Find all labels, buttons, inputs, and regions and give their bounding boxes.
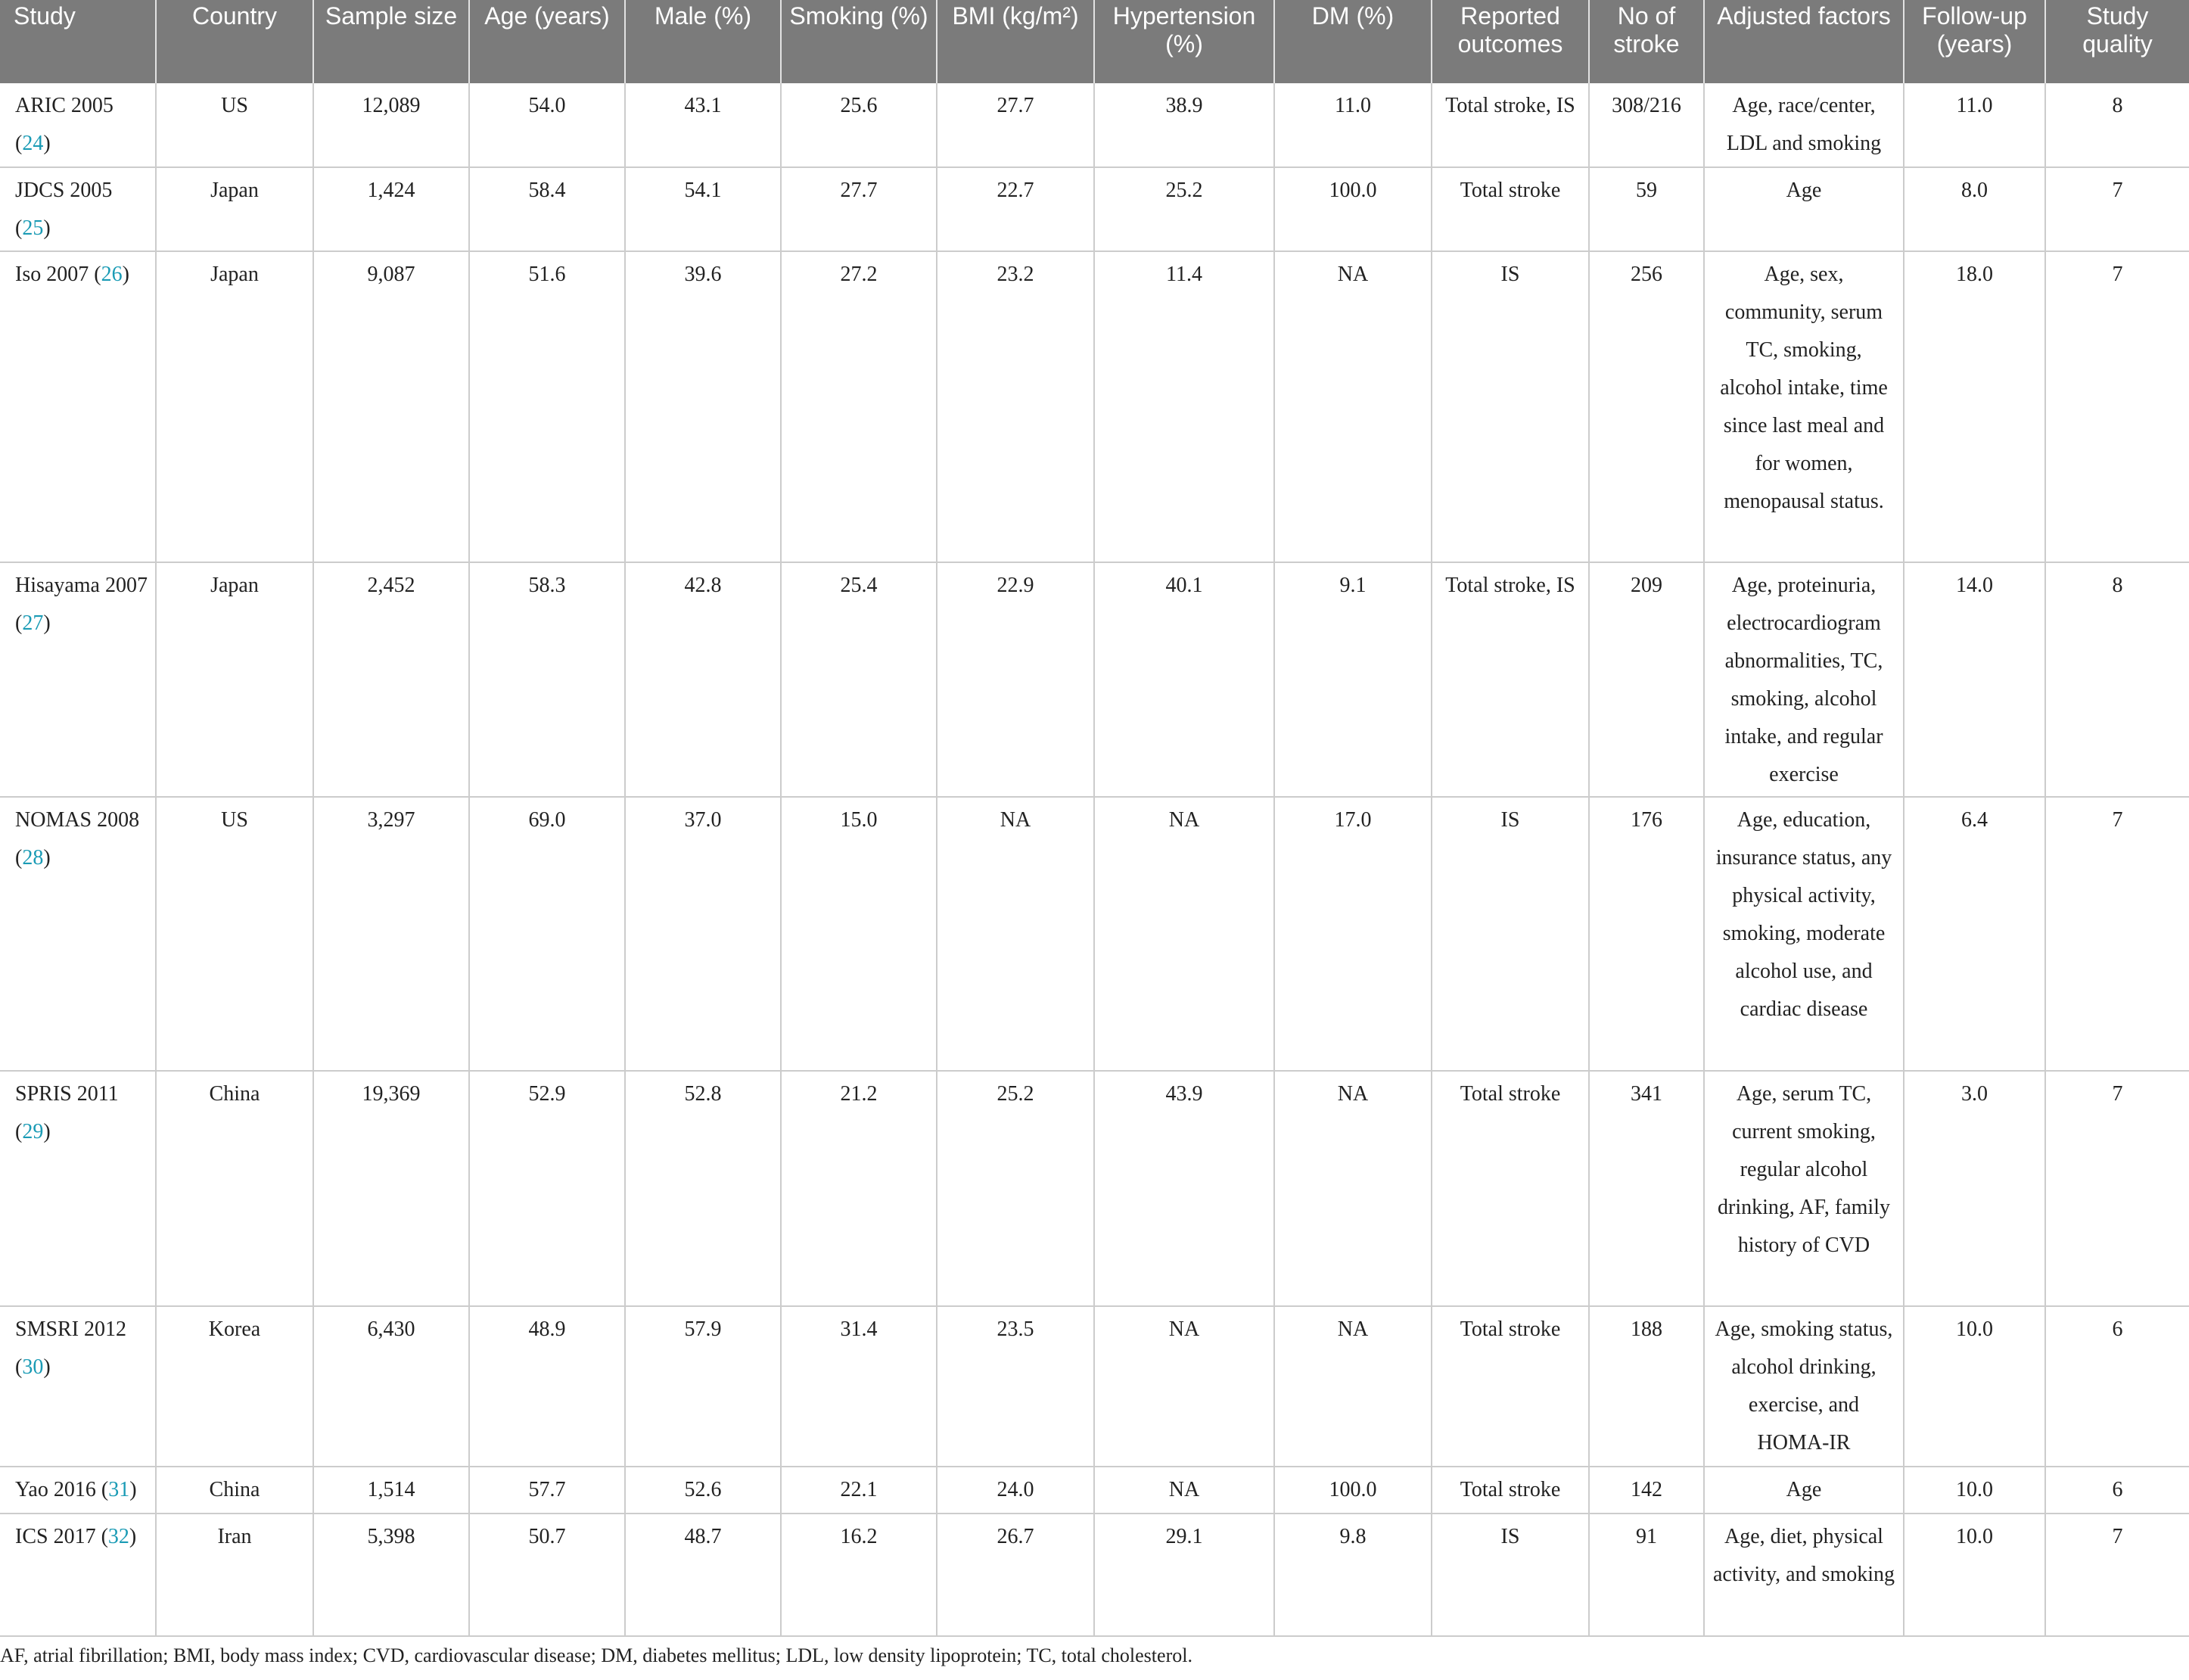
cell-follow-up: 18.0	[1904, 251, 2045, 562]
cell-dm: NA	[1274, 1306, 1432, 1467]
cell-adjusted-factors: Age, education, insurance status, any physical activity, smoking, moderate alcohol use, and cardiac disease	[1704, 797, 1904, 1071]
cell-adjusted-factors: Age, diet, physical activity, and smoking	[1704, 1514, 1904, 1636]
cell-bmi: 24.0	[937, 1467, 1094, 1514]
cell-adjusted-factors: Age, serum TC, current smoking, regular alcohol drinking, AF, family history of CVD	[1704, 1071, 1904, 1306]
cell-country: US	[156, 797, 313, 1071]
cell-bmi: 23.2	[937, 251, 1094, 562]
header-row	[0, 0, 2189, 83]
cell-country: Korea	[156, 1306, 313, 1467]
cell-study: ARIC 2005 (24)	[0, 83, 156, 167]
table-row	[0, 797, 2189, 1071]
cell-no-of-stroke: 91	[1589, 1514, 1704, 1636]
cell-study-quality: 8	[2045, 83, 2189, 167]
cell-sample-size: 1,514	[313, 1467, 469, 1514]
cell-country: China	[156, 1467, 313, 1514]
header-country: Country	[156, 0, 313, 83]
reference-link[interactable]: 28	[22, 846, 44, 870]
cell-dm: 11.0	[1274, 83, 1432, 167]
header-reported-outcomes: Reported outcomes	[1432, 0, 1589, 83]
cell-sample-size: 5,398	[313, 1514, 469, 1636]
cell-study-quality: 7	[2045, 1514, 2189, 1636]
header-hypertension: Hypertension (%)	[1094, 0, 1274, 83]
cell-bmi: 22.9	[937, 562, 1094, 797]
cell-smoking: 27.7	[781, 167, 937, 251]
cell-sample-size: 12,089	[313, 83, 469, 167]
cell-study-quality: 7	[2045, 251, 2189, 562]
cell-sample-size: 2,452	[313, 562, 469, 797]
study-name: ICS 2017	[15, 1525, 96, 1548]
table-row	[0, 167, 2189, 251]
cell-age: 58.4	[469, 167, 625, 251]
study-name: JDCS 2005	[15, 179, 113, 202]
cell-study-quality: 8	[2045, 562, 2189, 797]
cell-age: 57.7	[469, 1467, 625, 1514]
cell-age: 52.9	[469, 1071, 625, 1306]
cell-country: China	[156, 1071, 313, 1306]
cell-follow-up: 14.0	[1904, 562, 2045, 797]
cell-smoking: 22.1	[781, 1467, 937, 1514]
cell-age: 51.6	[469, 251, 625, 562]
cell-reported-outcomes: Total stroke, IS	[1432, 83, 1589, 167]
cell-hypertension: 40.1	[1094, 562, 1274, 797]
cell-dm: NA	[1274, 251, 1432, 562]
cell-study-quality: 7	[2045, 797, 2189, 1071]
header-no-of-stroke: No of stroke	[1589, 0, 1704, 83]
header-sample-size: Sample size	[313, 0, 469, 83]
cell-adjusted-factors: Age	[1704, 1467, 1904, 1514]
table-row	[0, 1514, 2189, 1636]
cell-no-of-stroke: 341	[1589, 1071, 1704, 1306]
cell-reported-outcomes: Total stroke, IS	[1432, 562, 1589, 797]
cell-study: Iso 2007 (26)	[0, 251, 156, 562]
cell-no-of-stroke: 256	[1589, 251, 1704, 562]
header-adjusted-factors: Adjusted factors	[1704, 0, 1904, 83]
cell-study: NOMAS 2008 (28)	[0, 797, 156, 1071]
cell-study: JDCS 2005 (25)	[0, 167, 156, 251]
cell-country: US	[156, 83, 313, 167]
cell-study-quality: 6	[2045, 1306, 2189, 1467]
cell-age: 58.3	[469, 562, 625, 797]
cell-bmi: 27.7	[937, 83, 1094, 167]
reference-link[interactable]: 24	[22, 132, 44, 155]
cell-dm: 100.0	[1274, 1467, 1432, 1514]
cell-country: Japan	[156, 562, 313, 797]
study-name: SPRIS 2011	[15, 1082, 119, 1106]
cell-male: 57.9	[625, 1306, 781, 1467]
cell-male: 48.7	[625, 1514, 781, 1636]
cell-follow-up: 8.0	[1904, 167, 2045, 251]
cell-sample-size: 9,087	[313, 251, 469, 562]
cell-male: 52.8	[625, 1071, 781, 1306]
cell-no-of-stroke: 176	[1589, 797, 1704, 1071]
cell-dm: 100.0	[1274, 167, 1432, 251]
cell-bmi: 23.5	[937, 1306, 1094, 1467]
cell-smoking: 25.4	[781, 562, 937, 797]
cell-no-of-stroke: 59	[1589, 167, 1704, 251]
cell-smoking: 15.0	[781, 797, 937, 1071]
cell-reported-outcomes: IS	[1432, 797, 1589, 1071]
study-name: Yao 2016	[15, 1478, 96, 1501]
cell-smoking: 31.4	[781, 1306, 937, 1467]
cell-smoking: 16.2	[781, 1514, 937, 1636]
header-smoking: Smoking (%)	[781, 0, 937, 83]
cell-reported-outcomes: Total stroke	[1432, 1467, 1589, 1514]
table-row	[0, 1467, 2189, 1514]
reference-link[interactable]: 25	[22, 216, 44, 240]
table-body	[0, 83, 2189, 1636]
cell-follow-up: 10.0	[1904, 1467, 2045, 1514]
cell-follow-up: 10.0	[1904, 1514, 2045, 1636]
cell-country: Japan	[156, 167, 313, 251]
cell-bmi: 26.7	[937, 1514, 1094, 1636]
reference-link[interactable]: 26	[101, 263, 123, 286]
cell-follow-up: 6.4	[1904, 797, 2045, 1071]
header-study: Study	[0, 0, 156, 83]
cell-study-quality: 6	[2045, 1467, 2189, 1514]
cell-age: 48.9	[469, 1306, 625, 1467]
cell-smoking: 25.6	[781, 83, 937, 167]
cell-hypertension: 11.4	[1094, 251, 1274, 562]
cell-reported-outcomes: Total stroke	[1432, 1306, 1589, 1467]
cell-adjusted-factors: Age, race/center, LDL and smoking	[1704, 83, 1904, 167]
cell-no-of-stroke: 142	[1589, 1467, 1704, 1514]
cell-reported-outcomes: Total stroke	[1432, 167, 1589, 251]
cell-no-of-stroke: 308/216	[1589, 83, 1704, 167]
table-footnote: AF, atrial fibrillation; BMI, body mass index; CVD, cardiovascular disease; DM, diabetes mellitus; LDL, low density lipoprotein; TC, total cholesterol.	[0, 1644, 1192, 1666]
reference-link[interactable]: 29	[22, 1120, 44, 1143]
cell-study-quality: 7	[2045, 167, 2189, 251]
reference-link[interactable]: 32	[107, 1525, 129, 1548]
cell-no-of-stroke: 188	[1589, 1306, 1704, 1467]
cell-adjusted-factors: Age, smoking status, alcohol drinking, exercise, and HOMA-IR	[1704, 1306, 1904, 1467]
cell-sample-size: 19,369	[313, 1071, 469, 1306]
cell-male: 37.0	[625, 797, 781, 1071]
cell-adjusted-factors: Age, sex, community, serum TC, smoking, alcohol intake, time since last meal and for women, menopausal status.	[1704, 251, 1904, 562]
cell-bmi: 25.2	[937, 1071, 1094, 1306]
cell-follow-up: 10.0	[1904, 1306, 2045, 1467]
cell-sample-size: 3,297	[313, 797, 469, 1071]
cell-country: Japan	[156, 251, 313, 562]
cell-reported-outcomes: IS	[1432, 251, 1589, 562]
cell-study-quality: 7	[2045, 1071, 2189, 1306]
header-male: Male (%)	[625, 0, 781, 83]
study-name: ARIC 2005	[15, 94, 113, 117]
cell-sample-size: 6,430	[313, 1306, 469, 1467]
table-row	[0, 1306, 2189, 1467]
cell-smoking: 21.2	[781, 1071, 937, 1306]
cell-dm: 9.1	[1274, 562, 1432, 797]
cell-hypertension: 25.2	[1094, 167, 1274, 251]
cell-dm: 17.0	[1274, 797, 1432, 1071]
reference-link[interactable]: 27	[22, 611, 44, 635]
cell-study: SMSRI 2012 (30)	[0, 1306, 156, 1467]
cell-male: 39.6	[625, 251, 781, 562]
reference-link[interactable]: 31	[108, 1478, 130, 1501]
cell-no-of-stroke: 209	[1589, 562, 1704, 797]
cell-country: Iran	[156, 1514, 313, 1636]
cell-smoking: 27.2	[781, 251, 937, 562]
cell-adjusted-factors: Age, proteinuria, electrocardiogram abnormalities, TC, smoking, alcohol intake, and regular exercise	[1704, 562, 1904, 797]
header-bmi: BMI (kg/m²)	[937, 0, 1094, 83]
cell-study: SPRIS 2011 (29)	[0, 1071, 156, 1306]
header-age: Age (years)	[469, 0, 625, 83]
reference-link[interactable]: 30	[22, 1355, 44, 1379]
header-follow-up: Follow-up (years)	[1904, 0, 2045, 83]
cell-bmi: 22.7	[937, 167, 1094, 251]
table-header	[0, 0, 2189, 83]
cell-sample-size: 1,424	[313, 167, 469, 251]
cell-hypertension: 38.9	[1094, 83, 1274, 167]
study-name: SMSRI 2012	[15, 1318, 127, 1341]
cell-hypertension: 43.9	[1094, 1071, 1274, 1306]
cell-dm: 9.8	[1274, 1514, 1432, 1636]
cell-study: Yao 2016 (31)	[0, 1467, 156, 1514]
cell-male: 54.1	[625, 167, 781, 251]
cell-hypertension: NA	[1094, 797, 1274, 1071]
study-name: Iso 2007	[15, 263, 89, 286]
cell-hypertension: 29.1	[1094, 1514, 1274, 1636]
cell-male: 52.6	[625, 1467, 781, 1514]
cell-adjusted-factors: Age	[1704, 167, 1904, 251]
table-row	[0, 562, 2189, 797]
study-name: Hisayama 2007	[15, 574, 148, 597]
cell-age: 54.0	[469, 83, 625, 167]
cell-reported-outcomes: IS	[1432, 1514, 1589, 1636]
cell-male: 43.1	[625, 83, 781, 167]
cell-male: 42.8	[625, 562, 781, 797]
header-dm: DM (%)	[1274, 0, 1432, 83]
cell-age: 50.7	[469, 1514, 625, 1636]
cell-hypertension: NA	[1094, 1306, 1274, 1467]
cell-reported-outcomes: Total stroke	[1432, 1071, 1589, 1306]
cell-follow-up: 3.0	[1904, 1071, 2045, 1306]
cell-dm: NA	[1274, 1071, 1432, 1306]
table-row	[0, 1071, 2189, 1306]
study-name: NOMAS 2008	[15, 808, 140, 832]
cell-study: ICS 2017 (32)	[0, 1514, 156, 1636]
cell-age: 69.0	[469, 797, 625, 1071]
cell-study: Hisayama 2007 (27)	[0, 562, 156, 797]
header-study-quality: Study quality	[2045, 0, 2189, 83]
table-row	[0, 83, 2189, 167]
cell-follow-up: 11.0	[1904, 83, 2045, 167]
cell-bmi: NA	[937, 797, 1094, 1071]
cell-hypertension: NA	[1094, 1467, 1274, 1514]
table-row	[0, 251, 2189, 562]
